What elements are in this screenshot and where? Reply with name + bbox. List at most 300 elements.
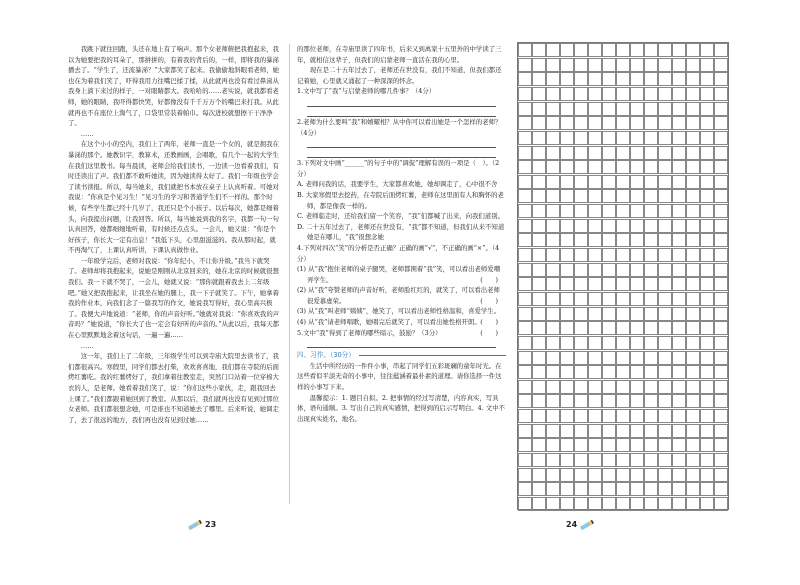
grid-cell[interactable] <box>714 263 728 277</box>
grid-cell[interactable] <box>532 321 546 335</box>
grid-cell[interactable] <box>560 204 574 218</box>
grid-cell[interactable] <box>546 116 560 130</box>
grid-cell[interactable] <box>714 365 728 379</box>
grid-cell[interactable] <box>644 72 658 86</box>
grid-cell[interactable] <box>714 380 728 394</box>
grid-cell[interactable] <box>588 219 602 233</box>
grid-cell[interactable] <box>644 307 658 321</box>
grid-cell[interactable] <box>658 380 672 394</box>
grid-cell[interactable] <box>574 102 588 116</box>
grid-cell[interactable] <box>546 248 560 262</box>
grid-cell[interactable] <box>630 453 644 467</box>
grid-cell[interactable] <box>574 277 588 291</box>
grid-cell[interactable] <box>672 72 686 86</box>
grid-cell[interactable] <box>616 365 630 379</box>
grid-cell[interactable] <box>546 424 560 438</box>
grid-cell[interactable] <box>616 438 630 452</box>
grid-cell[interactable] <box>546 394 560 408</box>
grid-cell[interactable] <box>574 175 588 189</box>
grid-cell[interactable] <box>546 497 560 511</box>
grid-cell[interactable] <box>602 263 616 277</box>
grid-cell[interactable] <box>686 160 700 174</box>
grid-cell[interactable] <box>714 248 728 262</box>
grid-cell[interactable] <box>518 43 532 57</box>
grid-cell[interactable] <box>518 292 532 306</box>
grid-cell[interactable] <box>532 336 546 350</box>
grid-cell[interactable] <box>602 482 616 496</box>
grid-cell[interactable] <box>672 58 686 72</box>
grid-cell[interactable] <box>602 321 616 335</box>
grid-cell[interactable] <box>658 351 672 365</box>
grid-cell[interactable] <box>630 380 644 394</box>
grid-cell[interactable] <box>616 336 630 350</box>
grid-cell[interactable] <box>588 380 602 394</box>
grid-cell[interactable] <box>616 351 630 365</box>
grid-cell[interactable] <box>714 336 728 350</box>
grid-cell[interactable] <box>630 292 644 306</box>
grid-cell[interactable] <box>518 424 532 438</box>
grid-cell[interactable] <box>630 204 644 218</box>
grid-cell[interactable] <box>588 321 602 335</box>
grid-cell[interactable] <box>518 72 532 86</box>
grid-cell[interactable] <box>686 43 700 57</box>
grid-cell[interactable] <box>532 248 546 262</box>
grid-cell[interactable] <box>616 204 630 218</box>
grid-cell[interactable] <box>700 453 714 467</box>
grid-cell[interactable] <box>686 365 700 379</box>
grid-cell[interactable] <box>630 233 644 247</box>
answer-paren[interactable]: ( ) <box>480 275 498 284</box>
grid-cell[interactable] <box>546 204 560 218</box>
grid-cell[interactable] <box>546 409 560 423</box>
grid-cell[interactable] <box>574 248 588 262</box>
grid-cell[interactable] <box>518 87 532 101</box>
grid-cell[interactable] <box>644 292 658 306</box>
grid-cell[interactable] <box>518 482 532 496</box>
grid-cell[interactable] <box>630 409 644 423</box>
grid-cell[interactable] <box>546 292 560 306</box>
grid-cell[interactable] <box>672 321 686 335</box>
grid-cell[interactable] <box>630 219 644 233</box>
grid-cell[interactable] <box>658 277 672 291</box>
grid-cell[interactable] <box>532 146 546 160</box>
grid-cell[interactable] <box>658 321 672 335</box>
grid-cell[interactable] <box>644 394 658 408</box>
grid-cell[interactable] <box>630 336 644 350</box>
grid-cell[interactable] <box>700 497 714 511</box>
composition-writing-grid[interactable] <box>517 42 729 510</box>
grid-cell[interactable] <box>658 160 672 174</box>
grid-cell[interactable] <box>714 87 728 101</box>
grid-cell[interactable] <box>616 292 630 306</box>
grid-cell[interactable] <box>546 365 560 379</box>
grid-cell[interactable] <box>574 87 588 101</box>
grid-cell[interactable] <box>644 87 658 101</box>
grid-cell[interactable] <box>658 336 672 350</box>
grid-cell[interactable] <box>574 292 588 306</box>
grid-cell[interactable] <box>672 175 686 189</box>
grid-cell[interactable] <box>658 189 672 203</box>
grid-cell[interactable] <box>700 175 714 189</box>
grid-cell[interactable] <box>658 497 672 511</box>
grid-cell[interactable] <box>546 160 560 174</box>
grid-cell[interactable] <box>546 87 560 101</box>
grid-cell[interactable] <box>644 175 658 189</box>
grid-cell[interactable] <box>602 175 616 189</box>
grid-cell[interactable] <box>714 233 728 247</box>
grid-cell[interactable] <box>686 468 700 482</box>
grid-cell[interactable] <box>700 233 714 247</box>
grid-cell[interactable] <box>630 131 644 145</box>
grid-cell[interactable] <box>602 146 616 160</box>
grid-cell[interactable] <box>546 321 560 335</box>
grid-cell[interactable] <box>532 219 546 233</box>
grid-cell[interactable] <box>560 380 574 394</box>
grid-cell[interactable] <box>546 468 560 482</box>
grid-cell[interactable] <box>616 72 630 86</box>
grid-cell[interactable] <box>616 497 630 511</box>
grid-cell[interactable] <box>518 146 532 160</box>
grid-cell[interactable] <box>588 131 602 145</box>
grid-cell[interactable] <box>714 146 728 160</box>
grid-cell[interactable] <box>658 43 672 57</box>
grid-cell[interactable] <box>602 497 616 511</box>
grid-cell[interactable] <box>644 204 658 218</box>
grid-cell[interactable] <box>574 482 588 496</box>
grid-cell[interactable] <box>658 248 672 262</box>
grid-cell[interactable] <box>602 87 616 101</box>
grid-cell[interactable] <box>560 292 574 306</box>
grid-cell[interactable] <box>630 116 644 130</box>
grid-cell[interactable] <box>588 307 602 321</box>
grid-cell[interactable] <box>546 131 560 145</box>
grid-cell[interactable] <box>602 131 616 145</box>
grid-cell[interactable] <box>560 189 574 203</box>
grid-cell[interactable] <box>518 131 532 145</box>
grid-cell[interactable] <box>602 409 616 423</box>
grid-cell[interactable] <box>700 116 714 130</box>
grid-cell[interactable] <box>532 263 546 277</box>
grid-cell[interactable] <box>532 72 546 86</box>
grid-cell[interactable] <box>644 233 658 247</box>
grid-cell[interactable] <box>616 189 630 203</box>
grid-cell[interactable] <box>588 277 602 291</box>
grid-cell[interactable] <box>574 351 588 365</box>
grid-cell[interactable] <box>546 277 560 291</box>
grid-cell[interactable] <box>714 468 728 482</box>
grid-cell[interactable] <box>658 394 672 408</box>
grid-cell[interactable] <box>602 424 616 438</box>
grid-cell[interactable] <box>630 307 644 321</box>
grid-cell[interactable] <box>574 307 588 321</box>
grid-cell[interactable] <box>532 233 546 247</box>
grid-cell[interactable] <box>546 307 560 321</box>
grid-cell[interactable] <box>686 394 700 408</box>
grid-cell[interactable] <box>602 116 616 130</box>
grid-cell[interactable] <box>518 321 532 335</box>
grid-cell[interactable] <box>532 424 546 438</box>
grid-cell[interactable] <box>616 102 630 116</box>
grid-cell[interactable] <box>672 43 686 57</box>
grid-cell[interactable] <box>686 131 700 145</box>
grid-cell[interactable] <box>588 116 602 130</box>
grid-cell[interactable] <box>588 394 602 408</box>
grid-cell[interactable] <box>588 58 602 72</box>
grid-cell[interactable] <box>700 321 714 335</box>
grid-cell[interactable] <box>644 424 658 438</box>
grid-cell[interactable] <box>686 321 700 335</box>
grid-cell[interactable] <box>644 146 658 160</box>
grid-cell[interactable] <box>672 219 686 233</box>
grid-cell[interactable] <box>532 160 546 174</box>
grid-cell[interactable] <box>518 365 532 379</box>
grid-cell[interactable] <box>658 482 672 496</box>
grid-cell[interactable] <box>644 409 658 423</box>
grid-cell[interactable] <box>686 58 700 72</box>
grid-cell[interactable] <box>560 307 574 321</box>
grid-cell[interactable] <box>602 248 616 262</box>
answer-paren[interactable]: ( ) <box>480 328 498 337</box>
grid-cell[interactable] <box>616 43 630 57</box>
grid-cell[interactable] <box>714 131 728 145</box>
grid-cell[interactable] <box>686 497 700 511</box>
grid-cell[interactable] <box>630 189 644 203</box>
grid-cell[interactable] <box>560 351 574 365</box>
grid-cell[interactable] <box>714 277 728 291</box>
grid-cell[interactable] <box>574 394 588 408</box>
grid-cell[interactable] <box>518 233 532 247</box>
grid-cell[interactable] <box>672 87 686 101</box>
grid-cell[interactable] <box>700 380 714 394</box>
grid-cell[interactable] <box>630 277 644 291</box>
grid-cell[interactable] <box>602 380 616 394</box>
grid-cell[interactable] <box>714 409 728 423</box>
grid-cell[interactable] <box>588 233 602 247</box>
grid-cell[interactable] <box>700 189 714 203</box>
grid-cell[interactable] <box>518 307 532 321</box>
grid-cell[interactable] <box>532 497 546 511</box>
grid-cell[interactable] <box>574 58 588 72</box>
grid-cell[interactable] <box>658 146 672 160</box>
grid-cell[interactable] <box>630 43 644 57</box>
grid-cell[interactable] <box>672 453 686 467</box>
grid-cell[interactable] <box>616 409 630 423</box>
grid-cell[interactable] <box>518 497 532 511</box>
grid-cell[interactable] <box>602 277 616 291</box>
grid-cell[interactable] <box>616 58 630 72</box>
grid-cell[interactable] <box>560 72 574 86</box>
grid-cell[interactable] <box>602 292 616 306</box>
grid-cell[interactable] <box>658 87 672 101</box>
grid-cell[interactable] <box>714 189 728 203</box>
grid-cell[interactable] <box>518 116 532 130</box>
grid-cell[interactable] <box>602 365 616 379</box>
grid-cell[interactable] <box>616 307 630 321</box>
answer-line[interactable] <box>307 107 496 117</box>
grid-cell[interactable] <box>588 189 602 203</box>
grid-cell[interactable] <box>616 453 630 467</box>
grid-cell[interactable] <box>574 189 588 203</box>
grid-cell[interactable] <box>560 453 574 467</box>
grid-cell[interactable] <box>560 58 574 72</box>
grid-cell[interactable] <box>518 219 532 233</box>
grid-cell[interactable] <box>588 263 602 277</box>
grid-cell[interactable] <box>518 248 532 262</box>
grid-cell[interactable] <box>574 116 588 130</box>
grid-cell[interactable] <box>574 365 588 379</box>
grid-cell[interactable] <box>686 72 700 86</box>
grid-cell[interactable] <box>546 146 560 160</box>
grid-cell[interactable] <box>588 468 602 482</box>
grid-cell[interactable] <box>574 380 588 394</box>
grid-cell[interactable] <box>518 351 532 365</box>
grid-cell[interactable] <box>630 263 644 277</box>
grid-cell[interactable] <box>630 365 644 379</box>
grid-cell[interactable] <box>616 277 630 291</box>
grid-cell[interactable] <box>658 204 672 218</box>
grid-cell[interactable] <box>644 321 658 335</box>
grid-cell[interactable] <box>560 321 574 335</box>
grid-cell[interactable] <box>588 292 602 306</box>
grid-cell[interactable] <box>532 277 546 291</box>
grid-cell[interactable] <box>644 365 658 379</box>
grid-cell[interactable] <box>532 380 546 394</box>
grid-cell[interactable] <box>714 321 728 335</box>
grid-cell[interactable] <box>644 58 658 72</box>
grid-cell[interactable] <box>644 277 658 291</box>
grid-cell[interactable] <box>518 453 532 467</box>
grid-cell[interactable] <box>532 409 546 423</box>
grid-cell[interactable] <box>630 160 644 174</box>
grid-cell[interactable] <box>700 351 714 365</box>
grid-cell[interactable] <box>630 87 644 101</box>
grid-cell[interactable] <box>672 116 686 130</box>
grid-cell[interactable] <box>700 292 714 306</box>
grid-cell[interactable] <box>644 263 658 277</box>
grid-cell[interactable] <box>588 175 602 189</box>
grid-cell[interactable] <box>658 438 672 452</box>
grid-cell[interactable] <box>714 160 728 174</box>
grid-cell[interactable] <box>546 380 560 394</box>
grid-cell[interactable] <box>686 424 700 438</box>
grid-cell[interactable] <box>672 248 686 262</box>
grid-cell[interactable] <box>686 380 700 394</box>
grid-cell[interactable] <box>686 292 700 306</box>
grid-cell[interactable] <box>574 453 588 467</box>
answer-paren[interactable]: ( ) <box>480 296 498 305</box>
grid-cell[interactable] <box>574 233 588 247</box>
grid-cell[interactable] <box>532 58 546 72</box>
grid-cell[interactable] <box>588 409 602 423</box>
grid-cell[interactable] <box>644 482 658 496</box>
grid-cell[interactable] <box>700 365 714 379</box>
grid-cell[interactable] <box>560 175 574 189</box>
grid-cell[interactable] <box>686 116 700 130</box>
grid-cell[interactable] <box>616 380 630 394</box>
grid-cell[interactable] <box>560 277 574 291</box>
grid-cell[interactable] <box>658 468 672 482</box>
grid-cell[interactable] <box>602 438 616 452</box>
grid-cell[interactable] <box>686 409 700 423</box>
grid-cell[interactable] <box>672 160 686 174</box>
grid-cell[interactable] <box>532 453 546 467</box>
grid-cell[interactable] <box>672 365 686 379</box>
grid-cell[interactable] <box>532 482 546 496</box>
grid-cell[interactable] <box>700 409 714 423</box>
grid-cell[interactable] <box>518 263 532 277</box>
grid-cell[interactable] <box>672 482 686 496</box>
grid-cell[interactable] <box>644 380 658 394</box>
grid-cell[interactable] <box>658 219 672 233</box>
grid-cell[interactable] <box>602 233 616 247</box>
grid-cell[interactable] <box>518 336 532 350</box>
grid-cell[interactable] <box>714 482 728 496</box>
grid-cell[interactable] <box>686 87 700 101</box>
grid-cell[interactable] <box>560 146 574 160</box>
grid-cell[interactable] <box>672 307 686 321</box>
grid-cell[interactable] <box>602 160 616 174</box>
grid-cell[interactable] <box>602 189 616 203</box>
grid-cell[interactable] <box>560 131 574 145</box>
grid-cell[interactable] <box>686 219 700 233</box>
grid-cell[interactable] <box>644 131 658 145</box>
grid-cell[interactable] <box>714 204 728 218</box>
grid-cell[interactable] <box>700 160 714 174</box>
grid-cell[interactable] <box>588 365 602 379</box>
grid-cell[interactable] <box>714 58 728 72</box>
grid-cell[interactable] <box>518 204 532 218</box>
grid-cell[interactable] <box>560 468 574 482</box>
grid-cell[interactable] <box>616 394 630 408</box>
grid-cell[interactable] <box>560 409 574 423</box>
grid-cell[interactable] <box>532 116 546 130</box>
grid-cell[interactable] <box>700 468 714 482</box>
grid-cell[interactable] <box>518 409 532 423</box>
grid-cell[interactable] <box>560 43 574 57</box>
grid-cell[interactable] <box>672 146 686 160</box>
grid-cell[interactable] <box>546 351 560 365</box>
grid-cell[interactable] <box>588 438 602 452</box>
grid-cell[interactable] <box>644 160 658 174</box>
grid-cell[interactable] <box>532 102 546 116</box>
grid-cell[interactable] <box>700 204 714 218</box>
grid-cell[interactable] <box>658 131 672 145</box>
grid-cell[interactable] <box>574 43 588 57</box>
grid-cell[interactable] <box>700 263 714 277</box>
grid-cell[interactable] <box>686 146 700 160</box>
grid-cell[interactable] <box>700 277 714 291</box>
grid-cell[interactable] <box>672 233 686 247</box>
grid-cell[interactable] <box>644 351 658 365</box>
grid-cell[interactable] <box>518 102 532 116</box>
grid-cell[interactable] <box>588 497 602 511</box>
grid-cell[interactable] <box>714 292 728 306</box>
grid-cell[interactable] <box>616 468 630 482</box>
grid-cell[interactable] <box>588 72 602 86</box>
grid-cell[interactable] <box>546 233 560 247</box>
grid-cell[interactable] <box>644 248 658 262</box>
grid-cell[interactable] <box>532 43 546 57</box>
grid-cell[interactable] <box>686 102 700 116</box>
grid-cell[interactable] <box>574 219 588 233</box>
grid-cell[interactable] <box>714 116 728 130</box>
grid-cell[interactable] <box>532 189 546 203</box>
grid-cell[interactable] <box>546 72 560 86</box>
grid-cell[interactable] <box>532 307 546 321</box>
grid-cell[interactable] <box>602 58 616 72</box>
grid-cell[interactable] <box>602 351 616 365</box>
grid-cell[interactable] <box>588 453 602 467</box>
